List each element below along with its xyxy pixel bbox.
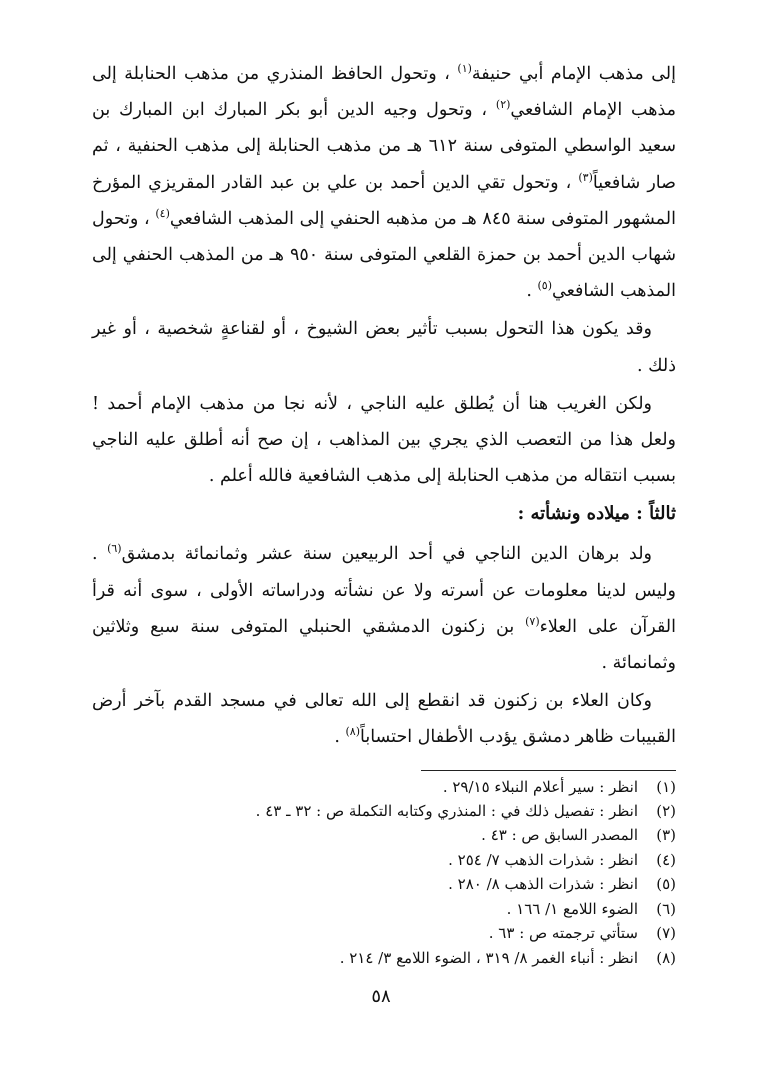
- footnote-ref: (٧): [525, 615, 540, 629]
- paragraph-text: ولكن الغريب هنا أن يُطلق عليه الناجي ، لأنه نجا من مذهب الإمام أحمد ! ولعل هذا من التعصب الذي يجري بين المذاهب ، إن صح أنه أطلق عليه الناجي بسبب انتقاله من مذهب الحنابلة إلى مذهب الشافعية فالله أعلم .: [92, 393, 676, 487]
- footnote: [92, 848, 676, 872]
- footnote: [92, 946, 676, 970]
- paragraph-text: ولد برهان الدين الناجي في أحد الربيعين سنة عشر وثمانمائة بدمشق: [121, 544, 652, 565]
- footnote-ref: (٨): [345, 725, 361, 739]
- paragraph: [92, 56, 676, 309]
- paragraph-text: .: [526, 281, 538, 302]
- footnote: [92, 921, 676, 945]
- footnote-ref: (١): [457, 62, 472, 76]
- footnotes: [92, 775, 676, 970]
- footnote-number: (٦): [656, 899, 676, 918]
- paragraph-text: .: [334, 727, 346, 748]
- paragraph: [92, 536, 676, 681]
- footnote: [92, 775, 676, 799]
- paragraph: [92, 386, 676, 495]
- footnote-text: المصدر السابق ص : ٤٣ .: [481, 826, 638, 845]
- footnote-text: انظر : شذرات الذهب ٨/ ٢٨٠ .: [448, 875, 638, 894]
- footnote-ref: (٣): [578, 170, 593, 184]
- paragraph-text: وكان العلاء بن زكنون قد انقطع إلى الله تعالى في مسجد القدم بآخر أرض القبيبات ظاهر دمشق يؤدب الأطفال احتساباً: [92, 691, 676, 748]
- body-text: [92, 56, 676, 756]
- footnote-text: انظر : تفصيل ذلك في : المنذري وكتابه التكملة ص : ٣٢ ـ ٤٣ .: [255, 802, 638, 821]
- page-number: ٥٨: [371, 986, 391, 1007]
- footnote-ref: (٦): [107, 542, 122, 556]
- paragraph-text: بن زكنون الدمشقي الحنبلي المتوفى سنة سبع وثلاثين وثمانمائة .: [92, 616, 676, 674]
- footnote: [92, 897, 676, 921]
- paragraph-text: . وليس لدينا معلومات عن أسرته ولا عن نشأته ودراساته الأولى ، سوى أنه قرأ القرآن على العلاء: [92, 544, 676, 637]
- footnote-text: ستأتي ترجمته ص : ٦٣ .: [488, 924, 638, 943]
- paragraph-text: ، وتحول تقي الدين أحمد بن علي بن عبد القادر المقريزي المؤرخ المشهور المتوفى سنة ٨٤٥ هـ من مذهبه الحنفي إلى المذهب الشافعي: [92, 172, 676, 229]
- footnote: [92, 872, 676, 896]
- footnote: [92, 823, 676, 847]
- footnote-ref: (٥): [537, 279, 552, 293]
- footnote-text: انظر : سير أعلام النبلاء ٢٩/١٥ .: [442, 777, 638, 796]
- paragraph-text: ، وتحول وجيه الدين أبو بكر المبارك ابن المبارك بن سعيد الواسطي المتوفى سنة ٦١٢ هـ من مذهب الحنابلة إلى مذهب الحنفية ، ثم صار شافعياً: [92, 100, 676, 193]
- footnote-number: (٤): [656, 850, 676, 869]
- footnote: [92, 799, 676, 823]
- footnote-number: (٧): [656, 924, 676, 943]
- paragraph-text: ، وتحول شهاب الدين أحمد بن حمزة القلعي المتوفى سنة ٩٥٠ هـ من المذهب الحنفي إلى المذهب الشافعي: [92, 208, 677, 302]
- footnote-ref: (٢): [495, 98, 511, 112]
- footnote-number: (٣): [656, 826, 676, 845]
- footnote-number: (٨): [656, 948, 676, 967]
- section-heading: [92, 496, 676, 532]
- footnote-text: انظر : شذرات الذهب ٧/ ٢٥٤ .: [448, 850, 638, 869]
- footnote-text: الضوء اللامع ١/ ١٦٦ .: [506, 899, 638, 918]
- footnote-ref: (٤): [155, 206, 170, 220]
- paragraph-text: ، وتحول الحافظ المنذري من مذهب الحنابلة إلى مذهب الإمام الشافعي: [92, 64, 677, 121]
- footnote-number: (١): [656, 777, 676, 796]
- footnote-text: انظر : أنباء الغمر ٨/ ٣١٩ ، الضوء اللامع ٣/ ٢١٤ .: [339, 948, 638, 967]
- paragraph-text: ثالثاً : ميلاده ونشأته :: [517, 503, 676, 525]
- paragraph-text: إلى مذهب الإمام أبي حنيفة: [471, 64, 676, 84]
- paragraph-text: وقد يكون هذا التحول بسبب تأثير بعض الشيوخ ، أو لقناعةٍ شخصية ، أو غير ذلك .: [92, 319, 676, 376]
- footnote-separator: [421, 770, 676, 771]
- paragraph: [92, 311, 676, 383]
- footnote-number: (٥): [656, 875, 676, 894]
- paragraph: [92, 683, 676, 755]
- footnote-number: (٢): [656, 802, 676, 821]
